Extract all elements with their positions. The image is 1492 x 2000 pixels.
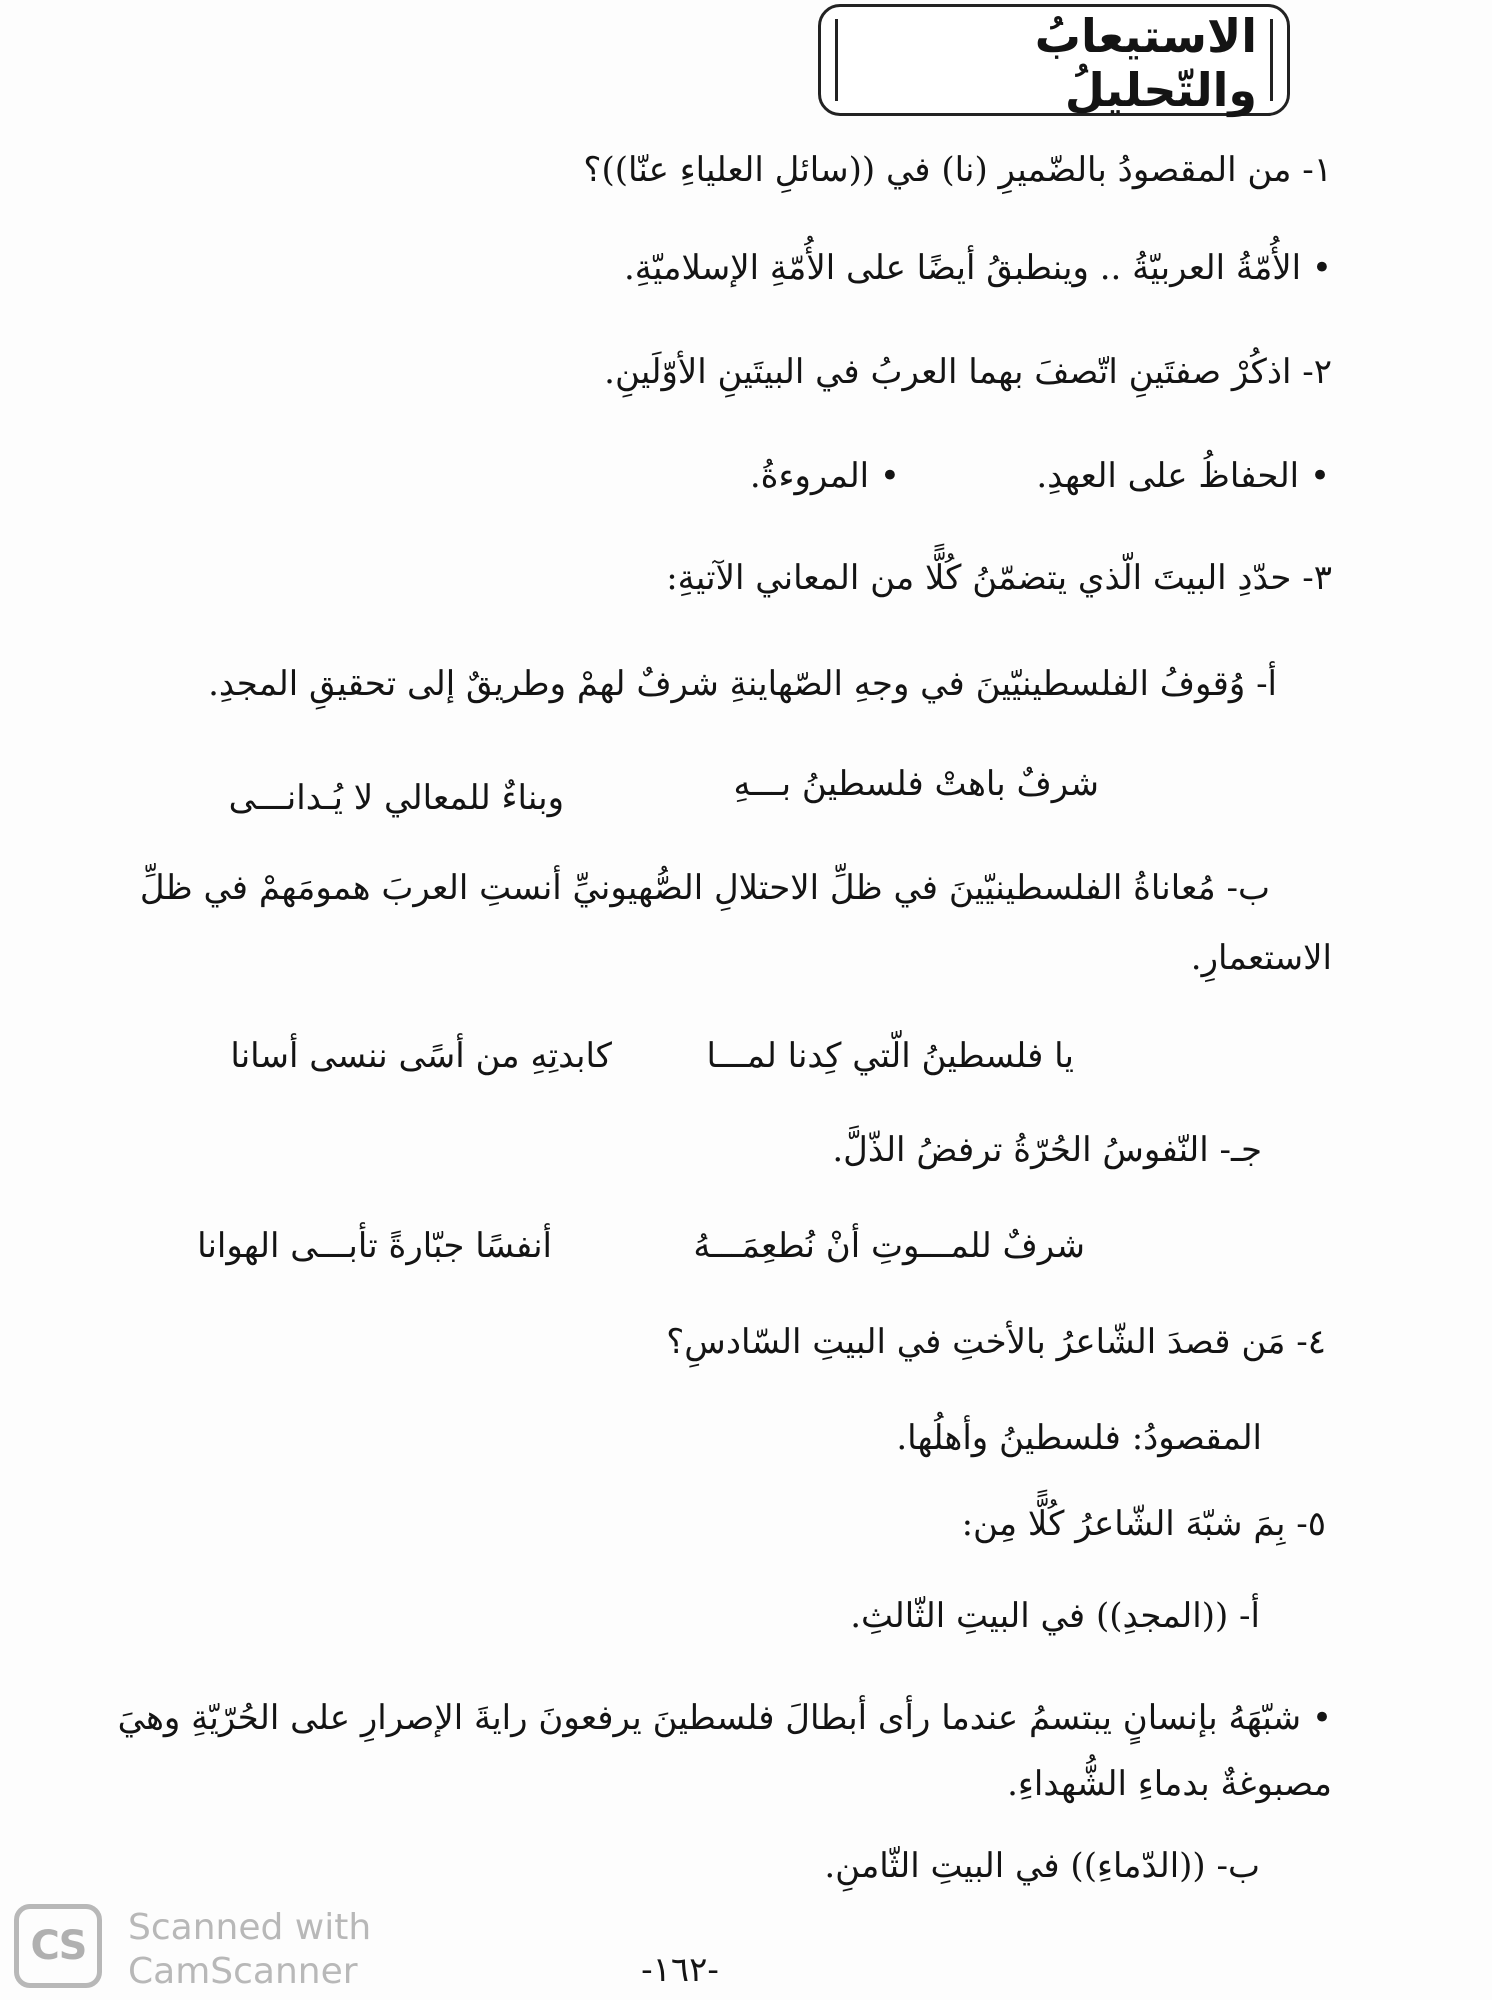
verse-3c-right: شرفٌ للمـــوتِ أنْ نُطعِمَـــهُ <box>693 1226 1085 1266</box>
page-title: الاستيعابُ والتّحليلُ <box>1034 9 1257 117</box>
question-4: ٤- مَن قصدَ الشّاعرُ بالأختِ في البيتِ السّادسِ؟ <box>666 1322 1326 1362</box>
question-3: ٣- حدّدِ البيتَ الّذي يتضمّنُ كُلًّا من المعاني الآتيةِ: <box>666 558 1332 598</box>
question-5a: أ- ((المجدِ)) في البيتِ الثّالثِ. <box>850 1596 1260 1636</box>
question-2: ٢- اذكُرْ صفتَينِ اتّصفَ بهما العربُ في البيتَينِ الأوّلَينِ. <box>604 352 1332 392</box>
question-5: ٥- بِمَ شبّهَ الشّاعرُ كُلًّا مِن: <box>961 1504 1326 1544</box>
watermark-line-2: CamScanner <box>128 1951 358 1992</box>
question-3b-line2: الاستعمارِ. <box>1190 938 1332 978</box>
answer-2a: • الحفاظُ على العهدِ. <box>1036 456 1330 496</box>
answer-1: • الأُمّةُ العربيّةُ .. وينطبقُ أيضًا على الأُمّةِ الإسلاميّةِ. <box>623 248 1332 288</box>
question-5b: ب- ((الدّماءِ)) في البيتِ الثّامنِ. <box>824 1846 1260 1886</box>
verse-3c-left: أنفسًا جبّارةً تأبـــى الهوانا <box>197 1226 552 1266</box>
answer-4: المقصودُ: فلسطينُ وأهلُها. <box>896 1418 1262 1458</box>
question-1: ١- من المقصودُ بالضّميرِ (نا) في ((سائلِ العلياءِ عنّا))؟ <box>583 150 1332 190</box>
answer-5a-line1: • شبّهَهُ بإنسانٍ يبتسمُ عندما رأى أبطالَ فلسطينَ يرفعونَ رايةَ الإصرارِ على الحُرّيّةِ وهيَ <box>117 1698 1332 1738</box>
verse-3a-right: شرفٌ باهتْ فلسطينُ بـــهِ <box>733 764 1099 804</box>
answer-5a-line2: مصبوغةٌ بدماءِ الشُّهداءِ. <box>1007 1764 1332 1804</box>
question-3b-line1: ب- مُعاناةُ الفلسطينيّينَ في ظلِّ الاحتلالِ الصُّهيونيِّ أنستِ العربَ همومَهمْ في ظلِّ <box>139 868 1270 908</box>
answer-2b: • المروءةُ. <box>749 456 900 496</box>
question-3a: أ- وُقوفُ الفلسطينيّينَ في وجهِ الصّهاينةِ شرفٌ لهمْ وطريقٌ إلى تحقيقِ المجدِ. <box>208 664 1277 704</box>
verse-3b-right: يا فلسطينُ الّتي كِدنا لمـــا <box>706 1036 1074 1076</box>
verse-3b-left: كابدتِهِ من أسًى ننسى أسانا <box>230 1036 612 1076</box>
camscanner-watermark <box>128 1906 408 1994</box>
title-frame <box>818 4 1290 116</box>
watermark-line-1: Scanned with <box>128 1907 372 1948</box>
page-number: -١٦٢- <box>641 1950 719 1990</box>
question-3c: جـ- النّفوسُ الحُرّةُ ترفضُ الذّلَّ. <box>832 1130 1262 1170</box>
verse-3a-left: وبناءٌ للمعالي لا يُـدانـــى <box>228 778 564 818</box>
camscanner-logo: CS <box>14 1904 102 1988</box>
